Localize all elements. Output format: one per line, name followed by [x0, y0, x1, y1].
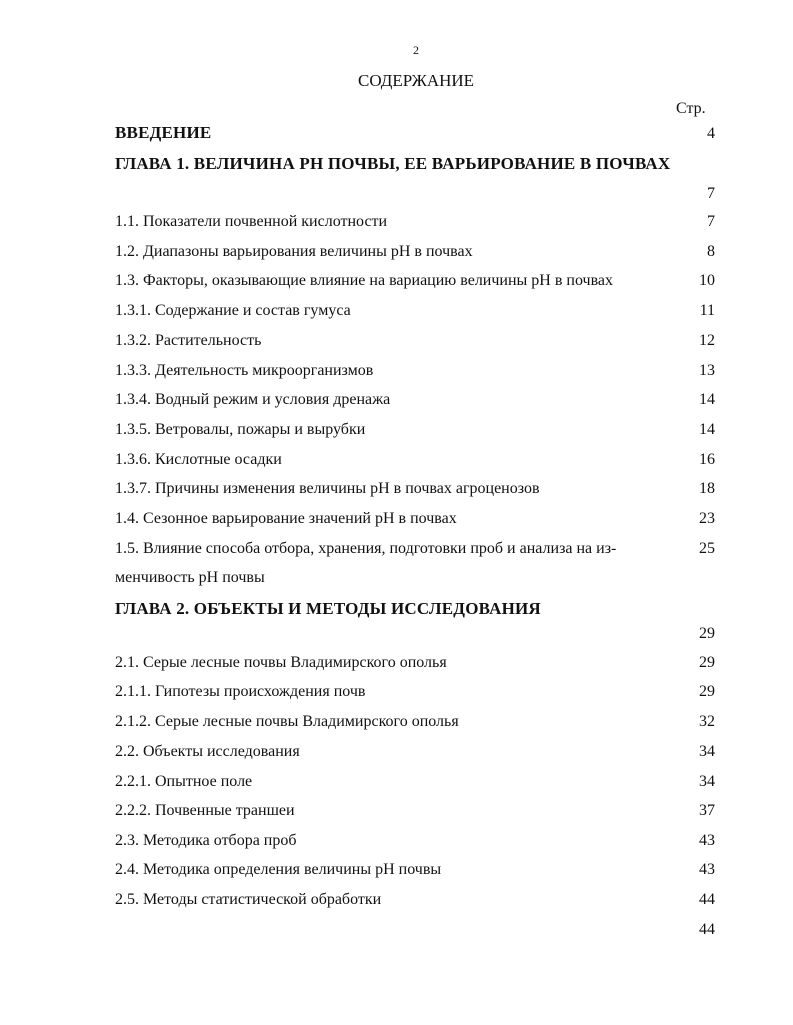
toc-entry-label-continuation: менчивость рН почвы: [115, 569, 265, 586]
toc-entry-page: 7: [707, 213, 715, 230]
toc-entry-page: 44: [699, 891, 715, 908]
toc-entry-label: 1.5. Влияние способа отбора, хранения, подготовки проб и анализа на из-: [115, 540, 617, 557]
toc-entry-page: 43: [699, 832, 715, 849]
toc-entry-label: 1.4. Сезонное варьирование значений рН в почвах: [115, 510, 457, 527]
toc-entry-page: 34: [699, 773, 715, 790]
toc-chapter2-page: 29: [699, 625, 715, 642]
toc-entry-page: 18: [699, 480, 715, 497]
toc-entry-label: 1.3. Факторы, оказывающие влияние на вариацию величины рН в почвах: [115, 272, 614, 289]
toc-entry-label: 2.3. Методика отбора проб: [115, 832, 297, 849]
toc-intro-label: ВВЕДЕНИЕ: [115, 123, 212, 142]
toc-chapter1-page: 7: [707, 185, 715, 202]
toc-entry-page: 13: [699, 362, 715, 379]
toc-entry-label: 1.3.6. Кислотные осадки: [115, 451, 282, 468]
toc-trailing-page: 44: [699, 921, 715, 938]
toc-entry-label: 2.1.1. Гипотезы происхождения почв: [115, 683, 366, 700]
toc-entry-page: 12: [699, 332, 715, 349]
toc-entry-label: 2.2.1. Опытное поле: [115, 773, 253, 790]
toc-entry-label: 2.4. Методика определения величины рН почвы: [115, 861, 442, 878]
toc-entry-label: 1.2. Диапазоны варьирования величины рН в почвах: [115, 243, 473, 260]
toc-entry-label: 1.3.4. Водный режим и условия дренажа: [115, 391, 391, 408]
toc-entry-label: 1.3.5. Ветровалы, пожары и вырубки: [115, 421, 366, 438]
toc-chapter2-label: ГЛАВА 2. ОБЪЕКТЫ И МЕТОДЫ ИССЛЕДОВАНИЯ: [115, 599, 541, 618]
toc-entry-label: 1.3.7. Причины изменения величины рН в почвах агроценозов: [115, 480, 540, 497]
page-column-label: Стр.: [676, 100, 706, 117]
toc-entry-page: 10: [699, 272, 715, 289]
toc-entry-label: 1.3.1. Содержание и состав гумуса: [115, 302, 351, 319]
toc-entry-page: 32: [699, 713, 715, 730]
toc-entry-label: 1.3.3. Деятельность микроорганизмов: [115, 362, 374, 379]
toc-entry-page: 23: [699, 510, 715, 527]
toc-entry-label: 2.2.2. Почвенные траншеи: [115, 802, 295, 819]
toc-entry-page: 34: [699, 743, 715, 760]
toc-entry-page: 14: [699, 421, 715, 438]
toc-entry-page: 8: [707, 243, 715, 260]
toc-entry-page: 29: [699, 683, 715, 700]
toc-entry-page: 29: [699, 654, 715, 671]
page-number: 2: [413, 43, 419, 57]
toc-entry-label: 1.1. Показатели почвенной кислотности: [115, 213, 388, 230]
toc-entry-page: 14: [699, 391, 715, 408]
toc-entry-label: 2.1.2. Серые лесные почвы Владимирского ополья: [115, 713, 459, 730]
toc-entry-page: 25: [699, 540, 715, 557]
toc-entry-label: 1.3.2. Растительность: [115, 332, 262, 349]
toc-entry-page: 37: [699, 802, 715, 819]
toc-entry-label: 2.5. Методы статистической обработки: [115, 891, 382, 908]
toc-chapter1-label: ГЛАВА 1. ВЕЛИЧИНА РН ПОЧВЫ, ЕЕ ВАРЬИРОВАНИЕ В ПОЧВАХ: [115, 154, 671, 173]
page-title: СОДЕРЖАНИЕ: [358, 71, 475, 90]
toc-intro-page: 4: [707, 125, 715, 142]
toc-entry-label: 2.1. Серые лесные почвы Владимирского ополья: [115, 654, 447, 671]
toc-entry-page: 16: [699, 451, 715, 468]
toc-entry-label: 2.2. Объекты исследования: [115, 743, 300, 760]
toc-entry-page: 43: [699, 861, 715, 878]
toc-entry-page: 11: [699, 302, 715, 319]
